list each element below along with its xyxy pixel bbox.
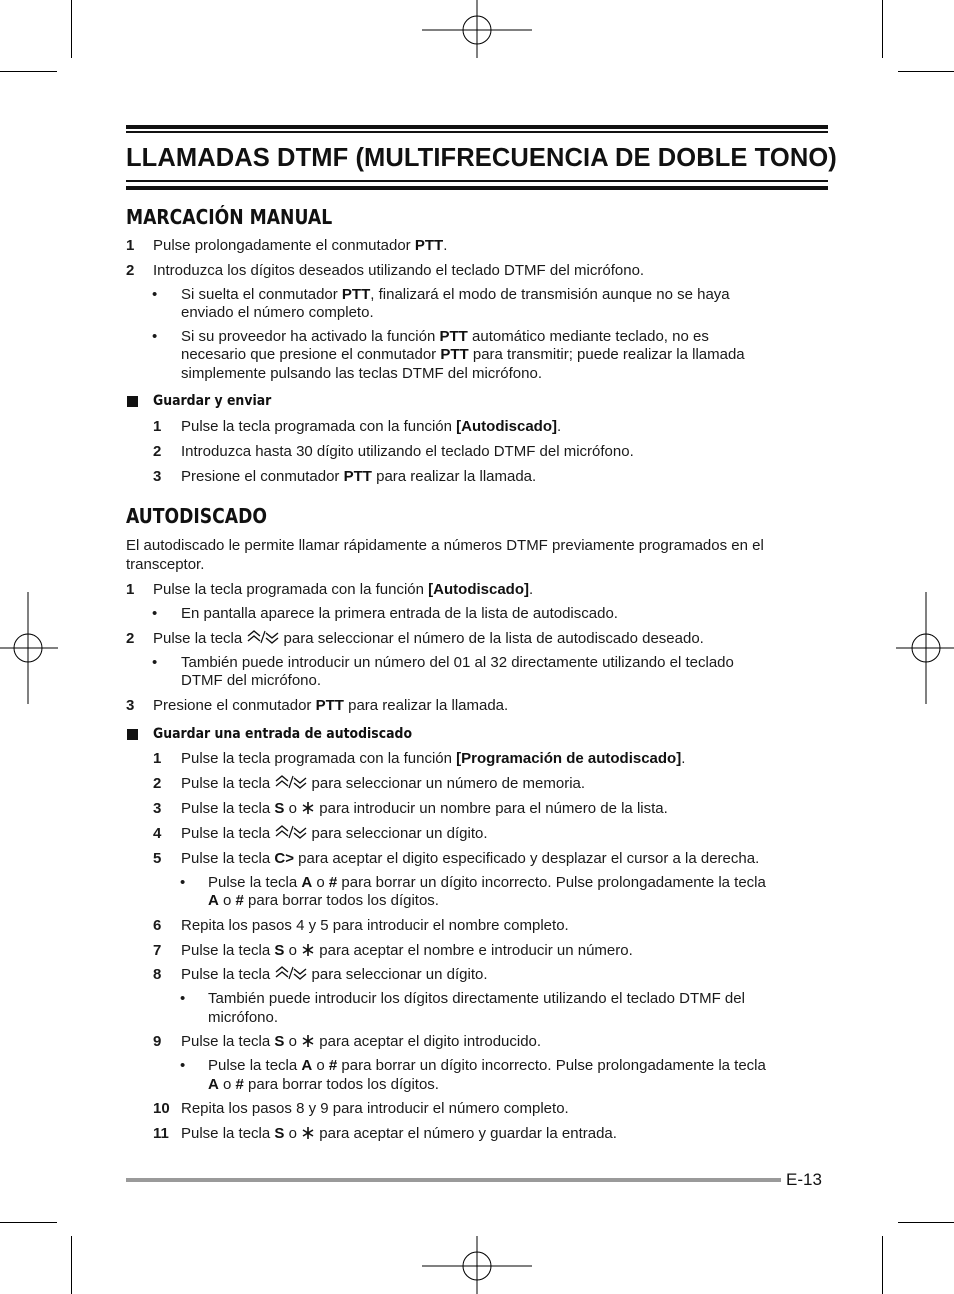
intro-text: transceptor. — [126, 556, 205, 573]
bullet-text: Si su proveedor ha activado la función PTT automático mediante teclado, no es — [181, 328, 709, 345]
bullet-text: Pulse la tecla A o # para borrar un dígito incorrecto. Pulse prolongadamente la tecla — [208, 874, 766, 891]
step-number: 3 — [153, 800, 162, 817]
registration-target-icon — [422, 1236, 532, 1294]
title-rule-bottom — [126, 186, 828, 190]
step-text: Pulse la tecla para seleccionar un dígito. — [181, 825, 488, 842]
section-heading-manual: MARCACIÓN MANUAL — [126, 205, 333, 229]
bullet: • — [152, 654, 158, 671]
bullet-text: necesario que presione el conmutador PTT para transmitir; puede realizar la llamada — [181, 346, 745, 363]
intro-text: El autodiscado le permite llamar rápidamente a números DTMF previamente programados en el — [126, 537, 764, 554]
up-down-key-icon — [274, 775, 307, 789]
crop-mark — [0, 1222, 57, 1223]
bullet-text: También puede introducir los dígitos directamente utilizando el teclado DTMF del — [208, 990, 745, 1007]
step-text: Pulse la tecla C> para aceptar el digito especificado y desplazar el cursor a la derecha. — [181, 850, 760, 867]
bullet-text: enviado el número completo. — [181, 304, 374, 321]
bullet: • — [152, 328, 158, 345]
bullet-text: A o # para borrar todos los dígitos. — [208, 1076, 439, 1093]
bullet-text: micrófono. — [208, 1009, 279, 1026]
title-rule-top — [126, 125, 828, 129]
step-number: 2 — [153, 443, 162, 460]
step-number: 5 — [153, 850, 162, 867]
bullet: • — [180, 1057, 186, 1074]
step-number: 1 — [153, 750, 162, 767]
step-text: Pulse la tecla para seleccionar el número de la lista de autodiscado deseado. — [153, 630, 704, 647]
crop-mark — [898, 1222, 954, 1223]
page-number: E-13 — [786, 1170, 822, 1189]
step-number: 1 — [126, 581, 135, 598]
crop-mark — [71, 1236, 72, 1294]
crop-mark — [882, 1236, 883, 1294]
step-text: Pulse la tecla para seleccionar un dígito. — [181, 966, 488, 983]
bullet-text: En pantalla aparece la primera entrada de la lista de autodiscado. — [181, 605, 618, 622]
step-text: Pulse la tecla programada con la función [Autodiscado]. — [181, 418, 562, 435]
up-down-key-icon — [274, 825, 307, 839]
crop-mark — [882, 0, 883, 58]
bullet-text: DTMF del micrófono. — [181, 672, 322, 689]
step-number: 1 — [126, 237, 135, 254]
registration-target-icon — [0, 592, 60, 704]
bullet: • — [152, 286, 158, 303]
step-text: Pulse la tecla S o para aceptar el nombre e introducir un número. — [181, 942, 633, 959]
step-text: Pulse la tecla para seleccionar un número de memoria. — [181, 775, 586, 792]
step-text: Pulse prolongadamente el conmutador PTT. — [153, 237, 448, 254]
step-text: Pulse la tecla S o para aceptar el número y guardar la entrada. — [181, 1125, 617, 1142]
square-bullet-icon — [127, 396, 138, 407]
step-number: 8 — [153, 966, 162, 983]
step-number: 1 — [153, 418, 162, 435]
footer-rule — [126, 1178, 781, 1182]
bullet: • — [180, 874, 186, 891]
up-down-key-icon — [246, 630, 279, 644]
step-number: 2 — [153, 775, 162, 792]
bullet-text: simplemente pulsando las teclas DTMF del micrófono. — [181, 365, 542, 382]
step-text: Introduzca hasta 30 dígito utilizando el teclado DTMF del micrófono. — [181, 443, 634, 460]
title-rule-top-thin — [126, 131, 828, 133]
bullet-text: A o # para borrar todos los dígitos. — [208, 892, 439, 909]
step-text: Pulse la tecla programada con la función [Autodiscado]. — [153, 581, 534, 598]
up-down-key-icon — [274, 966, 307, 980]
step-text: Presione el conmutador PTT para realizar la llamada. — [181, 468, 537, 485]
step-number: 7 — [153, 942, 162, 959]
subsection-heading-guardar: Guardar y enviar — [153, 393, 272, 409]
bullet-text: Si suelta el conmutador PTT, finalizará el modo de transmisión aunque no se haya — [181, 286, 730, 303]
step-number: 3 — [126, 697, 135, 714]
step-number: 10 — [153, 1100, 170, 1117]
crop-mark — [898, 71, 954, 72]
step-text: Repita los pasos 4 y 5 para introducir el nombre completo. — [181, 917, 569, 934]
step-number: 3 — [153, 468, 162, 485]
square-bullet-icon — [127, 729, 138, 740]
crop-mark — [0, 71, 57, 72]
asterisk-key-icon — [301, 801, 315, 815]
asterisk-key-icon — [301, 1126, 315, 1140]
title-rule-bottom-thin — [126, 180, 828, 182]
step-number: 2 — [126, 630, 135, 647]
step-number: 2 — [126, 262, 135, 279]
asterisk-key-icon — [301, 943, 315, 957]
step-text: Introduzca los dígitos deseados utilizando el teclado DTMF del micrófono. — [153, 262, 645, 279]
registration-target-icon — [422, 0, 532, 60]
step-number: 6 — [153, 917, 162, 934]
bullet: • — [180, 990, 186, 1007]
bullet: • — [152, 605, 158, 622]
step-number: 11 — [153, 1125, 169, 1142]
subsection-heading-entrada: Guardar una entrada de autodiscado — [153, 726, 413, 742]
bullet-text: Pulse la tecla A o # para borrar un dígito incorrecto. Pulse prolongadamente la tecla — [208, 1057, 766, 1074]
page-title: LLAMADAS DTMF (MULTIFRECUENCIA DE DOBLE TONO) — [126, 144, 837, 172]
bullet-text: También puede introducir un número del 01 al 32 directamente utilizando el teclado — [181, 654, 734, 671]
section-heading-autodiscado: AUTODISCADO — [126, 504, 268, 528]
registration-target-icon — [896, 592, 954, 704]
step-text: Pulse la tecla S o para introducir un nombre para el número de la lista. — [181, 800, 668, 817]
crop-mark — [71, 0, 72, 58]
step-text: Repita los pasos 8 y 9 para introducir el número completo. — [181, 1100, 569, 1117]
step-text: Presione el conmutador PTT para realizar la llamada. — [153, 697, 509, 714]
step-text: Pulse la tecla programada con la función [Programación de autodiscado]. — [181, 750, 686, 767]
step-number: 9 — [153, 1033, 162, 1050]
step-number: 4 — [153, 825, 162, 842]
asterisk-key-icon — [301, 1034, 315, 1048]
step-text: Pulse la tecla S o para aceptar el digito introducido. — [181, 1033, 542, 1050]
